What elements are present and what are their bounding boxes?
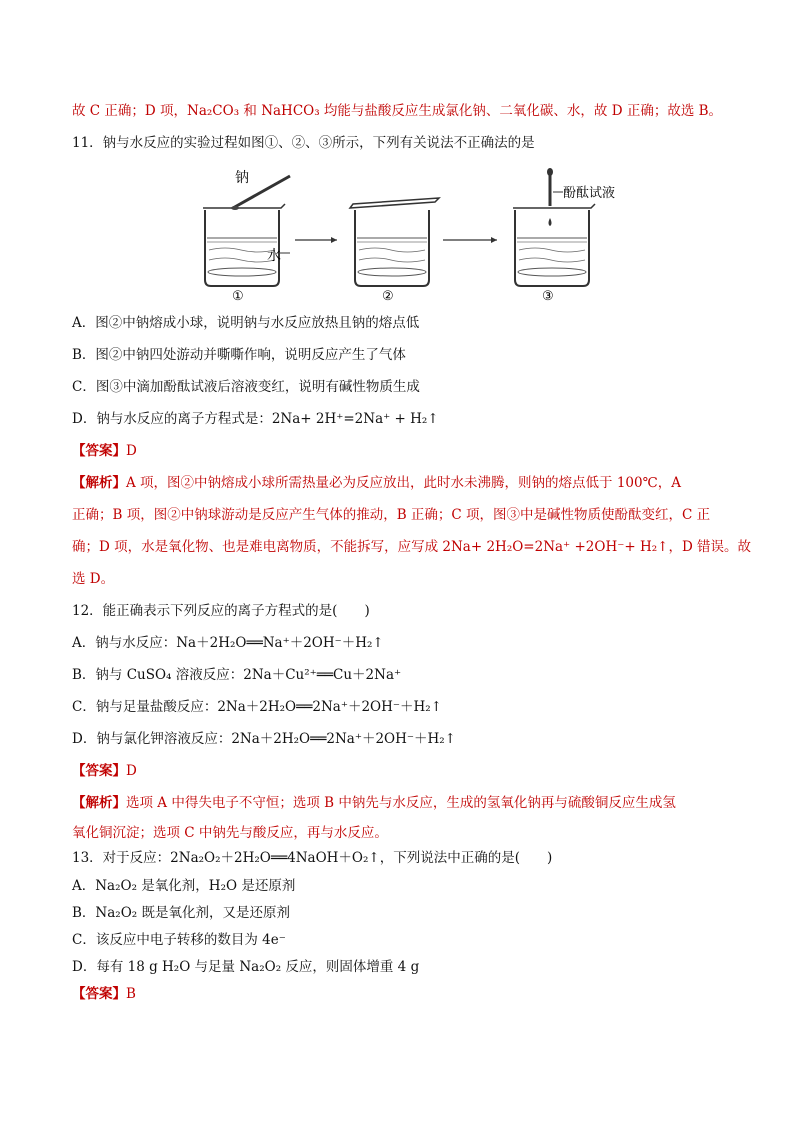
q11-analysis-line-2: 正确；B 项，图②中钠球游动是反应产生气体的推动，B 正确；C 项，图③中是碱性物质使酚酞变红，C 正	[72, 507, 711, 523]
q12-answer	[72, 761, 137, 781]
q12-option-c: C．钠与足量盐酸反应：2Na＋2H₂O══2Na⁺＋2OH⁻＋H₂↑	[72, 699, 443, 715]
question-13-stem: 13．对于反应：2Na₂O₂＋2H₂O══4NaOH＋O₂↑，下列说法中正确的是( )	[72, 850, 553, 866]
answer-value: D	[126, 763, 137, 779]
q12-analysis-line-2: 氧化铜沉淀；选项 C 中钠先与酸反应，再与水反应。	[72, 825, 388, 841]
q13-option-b: B．Na₂O₂ 既是氧化剂，又是还原剂	[72, 905, 290, 921]
analysis-text: 选项 A 中得失电子不守恒；选项 B 中钠先与水反应，生成的氢氧化钠再与硫酸铜反应生成氢	[126, 795, 676, 811]
sodium-water-experiment-figure	[195, 168, 625, 303]
q13-answer	[72, 984, 136, 1004]
answer-label: 【答案】	[72, 986, 126, 1002]
q11-option-d: D．钠与水反应的离子方程式是：2Na+ 2H⁺=2Na⁺ + H₂↑	[72, 411, 439, 427]
q11-option-b: B．图②中钠四处游动并嘶嘶作响，说明反应产生了气体	[72, 347, 406, 363]
answer-value: D	[126, 443, 137, 459]
q12-option-b: B．钠与 CuSO₄ 溶液反应：2Na＋Cu²⁺══Cu＋2Na⁺	[72, 667, 402, 683]
label-sodium: 钠	[235, 170, 249, 186]
q11-option-a: A．图②中钠熔成小球，说明钠与水反应放热且钠的熔点低	[72, 315, 420, 331]
label-figure-1: ①	[232, 289, 244, 303]
q11-answer	[72, 441, 137, 461]
question-12-stem: 12．能正确表示下列反应的离子方程式的是( )	[72, 603, 370, 619]
analysis-text: A 项，图②中钠熔成小球所需热量必为反应放出，此时水未沸腾，则钠的熔点低于 100℃，A	[126, 475, 681, 491]
q11-analysis-line-4: 选 D。	[72, 571, 115, 587]
analysis-label: 【解析】	[72, 475, 126, 491]
previous-analysis-continuation: 故 C 正确；D 项，Na₂CO₃ 和 NaHCO₃ 均能与盐酸反应生成氯化钠、二氧化碳、水，故 D 正确；故选 B。	[72, 103, 723, 119]
beaker-1	[203, 176, 290, 286]
q11-analysis-line-3: 确；D 项，水是氧化物、也是难电离物质，不能拆写，应写成 2Na+ 2H₂O=2Na⁺ +2OH⁻+ H₂↑，D 错误。故	[72, 539, 752, 555]
analysis-label: 【解析】	[72, 795, 126, 811]
label-water: 水	[267, 248, 281, 264]
answer-label: 【答案】	[72, 443, 126, 459]
q12-option-a: A．钠与水反应：Na＋2H₂O══Na⁺＋2OH⁻＋H₂↑	[72, 635, 384, 651]
q11-option-c: C．图③中滴加酚酞试液后溶液变红，说明有碱性物质生成	[72, 379, 420, 395]
answer-value: B	[126, 986, 136, 1002]
label-phenolphthalein: 酚酞试液	[563, 186, 616, 201]
answer-label: 【答案】	[72, 763, 126, 779]
q13-option-c: C．该反应中电子转移的数目为 4e⁻	[72, 932, 286, 948]
label-figure-3: ③	[542, 289, 554, 303]
q12-analysis-line-1	[72, 793, 676, 813]
beaker-2	[350, 198, 439, 286]
question-11-stem: 11．钠与水反应的实验过程如图①、②、③所示，下列有关说法不正确法的是	[72, 135, 535, 151]
q12-option-d: D．钠与氯化钾溶液反应：2Na＋2H₂O══2Na⁺＋2OH⁻＋H₂↑	[72, 731, 456, 747]
q13-option-a: A．Na₂O₂ 是氧化剂，H₂O 是还原剂	[72, 878, 296, 894]
label-figure-2: ②	[382, 289, 394, 303]
q13-option-d: D．每有 18 g H₂O 与足量 Na₂O₂ 反应，则固体增重 4 g	[72, 959, 420, 975]
q11-analysis-line-1	[72, 473, 681, 493]
